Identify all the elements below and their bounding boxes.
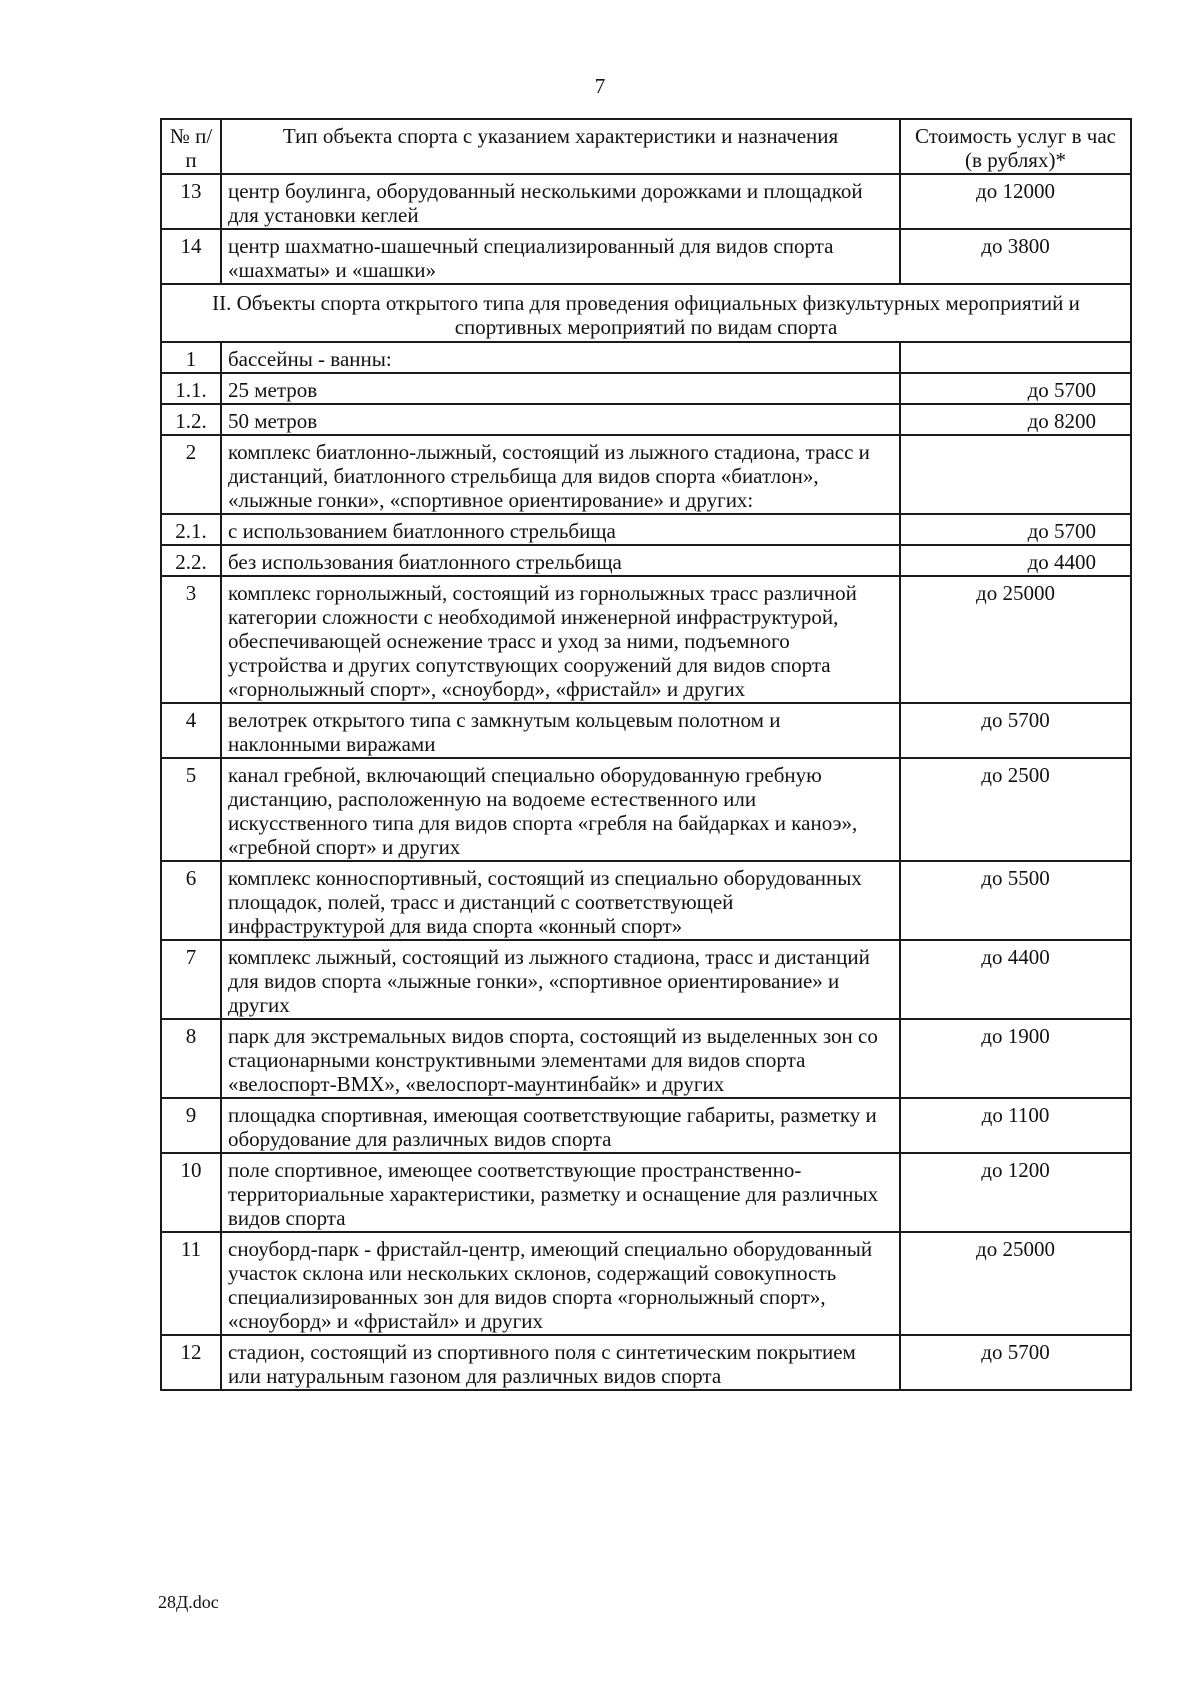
row-object-type: центр боулинга, оборудованный несколькими дорожками и площадкой для установки кеглей bbox=[221, 174, 900, 229]
table-row bbox=[161, 174, 1131, 229]
row-number: 1.2. bbox=[161, 404, 221, 435]
row-cost: до 12000 bbox=[900, 174, 1131, 229]
row-object-type: велотрек открытого типа с замкнутым кольцевым полотном и наклонными виражами bbox=[221, 703, 900, 758]
row-object-type: 25 метров bbox=[221, 373, 900, 404]
table-row bbox=[161, 758, 1131, 861]
header-num: № п/п bbox=[161, 119, 221, 174]
table-row bbox=[161, 342, 1131, 373]
table-row bbox=[161, 1153, 1131, 1232]
table-row bbox=[161, 435, 1131, 514]
row-object-type: 50 метров bbox=[221, 404, 900, 435]
table-header-row bbox=[161, 119, 1131, 174]
row-object-type: комплекс конноспортивный, состоящий из специально оборудованных площадок, полей, трасс и дистанций с соответствующей инфраструктурой для вида спорта «конный спорт» bbox=[221, 861, 900, 940]
row-cost: до 3800 bbox=[900, 229, 1131, 284]
table-row bbox=[161, 229, 1131, 284]
row-object-type: площадка спортивная, имеющая соответствующие габариты, разметку и оборудование для различных видов спорта bbox=[221, 1098, 900, 1153]
row-cost: до 1200 bbox=[900, 1153, 1131, 1232]
row-cost: до 4400 bbox=[900, 545, 1131, 576]
row-object-type: стадион, состоящий из спортивного поля с синтетическим покрытием или натуральным газоном для различных видов спорта bbox=[221, 1335, 900, 1390]
row-number: 2.2. bbox=[161, 545, 221, 576]
row-cost bbox=[900, 435, 1131, 514]
table-row bbox=[161, 1019, 1131, 1098]
row-object-type: сноуборд-парк - фристайл-центр, имеющий специально оборудованный участок склона или нескольких склонов, содержащий совокупность специализированных зон для видов спорта «горнолыжный спорт», «сноуборд» и «фристайл» и других bbox=[221, 1232, 900, 1335]
row-object-type: без использования биатлонного стрельбища bbox=[221, 545, 900, 576]
row-object-type: бассейны - ванны: bbox=[221, 342, 900, 373]
table-row bbox=[161, 1098, 1131, 1153]
row-number: 1 bbox=[161, 342, 221, 373]
row-object-type: парк для экстремальных видов спорта, состоящий из выделенных зон со стационарными конструктивными элементами для видов спорта «велоспорт-ВМХ», «велоспорт-маунтинбайк» и других bbox=[221, 1019, 900, 1098]
row-number: 10 bbox=[161, 1153, 221, 1232]
row-cost: до 5500 bbox=[900, 861, 1131, 940]
row-cost bbox=[900, 342, 1131, 373]
row-number: 9 bbox=[161, 1098, 221, 1153]
section-row bbox=[161, 284, 1131, 342]
row-object-type: комплекс биатлонно-лыжный, состоящий из лыжного стадиона, трасс и дистанций, биатлонного стрельбища для видов спорта «биатлон», «лыжные гонки», «спортивное ориентирование» и других: bbox=[221, 435, 900, 514]
table-row bbox=[161, 1335, 1131, 1390]
row-cost: до 25000 bbox=[900, 576, 1131, 703]
table-row bbox=[161, 1232, 1131, 1335]
row-number: 3 bbox=[161, 576, 221, 703]
table-row bbox=[161, 576, 1131, 703]
row-object-type: канал гребной, включающий специально оборудованную гребную дистанцию, расположенную на водоеме естественного или искусственного типа для видов спорта «гребля на байдарках и каноэ», «гребной спорт» и других bbox=[221, 758, 900, 861]
row-number: 6 bbox=[161, 861, 221, 940]
header-type: Тип объекта спорта с указанием характеристики и назначения bbox=[221, 119, 900, 174]
row-cost: до 2500 bbox=[900, 758, 1131, 861]
row-number: 13 bbox=[161, 174, 221, 229]
row-number: 7 bbox=[161, 940, 221, 1019]
row-number: 14 bbox=[161, 229, 221, 284]
row-number: 5 bbox=[161, 758, 221, 861]
table-row bbox=[161, 940, 1131, 1019]
table-row bbox=[161, 404, 1131, 435]
row-number: 1.1. bbox=[161, 373, 221, 404]
row-object-type: комплекс лыжный, состоящий из лыжного стадиона, трасс и дистанций для видов спорта «лыжные гонки», «спортивное ориентирование» и других bbox=[221, 940, 900, 1019]
table-row bbox=[161, 545, 1131, 576]
row-cost: до 8200 bbox=[900, 404, 1131, 435]
row-number: 2 bbox=[161, 435, 221, 514]
header-cost: Стоимость услуг в час (в рублях)* bbox=[900, 119, 1131, 174]
row-cost: до 5700 bbox=[900, 703, 1131, 758]
row-cost: до 5700 bbox=[900, 1335, 1131, 1390]
row-object-type: с использованием биатлонного стрельбища bbox=[221, 514, 900, 545]
row-cost: до 1900 bbox=[900, 1019, 1131, 1098]
page-number: 7 bbox=[594, 74, 606, 98]
table-row bbox=[161, 861, 1131, 940]
price-table bbox=[160, 118, 1132, 1391]
row-object-type: поле спортивное, имеющее соответствующие пространственно-территориальные характеристики, разметку и оснащение для различных видов спорта bbox=[221, 1153, 900, 1232]
row-cost: до 1100 bbox=[900, 1098, 1131, 1153]
row-object-type: комплекс горнолыжный, состоящий из горнолыжных трасс различной категории сложности с необходимой инженерной инфраструктурой, обеспечивающей оснежение трасс и уход за ними, подъемного устройства и других сопутствующих сооружений для видов спорта «горнолыжный спорт», «сноуборд», «фристайл» и других bbox=[221, 576, 900, 703]
row-number: 11 bbox=[161, 1232, 221, 1335]
row-number: 2.1. bbox=[161, 514, 221, 545]
row-object-type: центр шахматно-шашечный специализированный для видов спорта «шахматы» и «шашки» bbox=[221, 229, 900, 284]
row-cost: до 4400 bbox=[900, 940, 1131, 1019]
row-number: 4 bbox=[161, 703, 221, 758]
row-cost: до 5700 bbox=[900, 373, 1131, 404]
section-title: II. Объекты спорта открытого типа для проведения официальных физкультурных мероприятий и спортивных мероприятий по видам спорта bbox=[161, 284, 1131, 342]
row-cost: до 25000 bbox=[900, 1232, 1131, 1335]
footer-filename: 28Д.doc bbox=[158, 1592, 219, 1612]
row-number: 12 bbox=[161, 1335, 221, 1390]
table-row bbox=[161, 703, 1131, 758]
row-cost: до 5700 bbox=[900, 514, 1131, 545]
table-row bbox=[161, 514, 1131, 545]
row-number: 8 bbox=[161, 1019, 221, 1098]
table-row bbox=[161, 373, 1131, 404]
